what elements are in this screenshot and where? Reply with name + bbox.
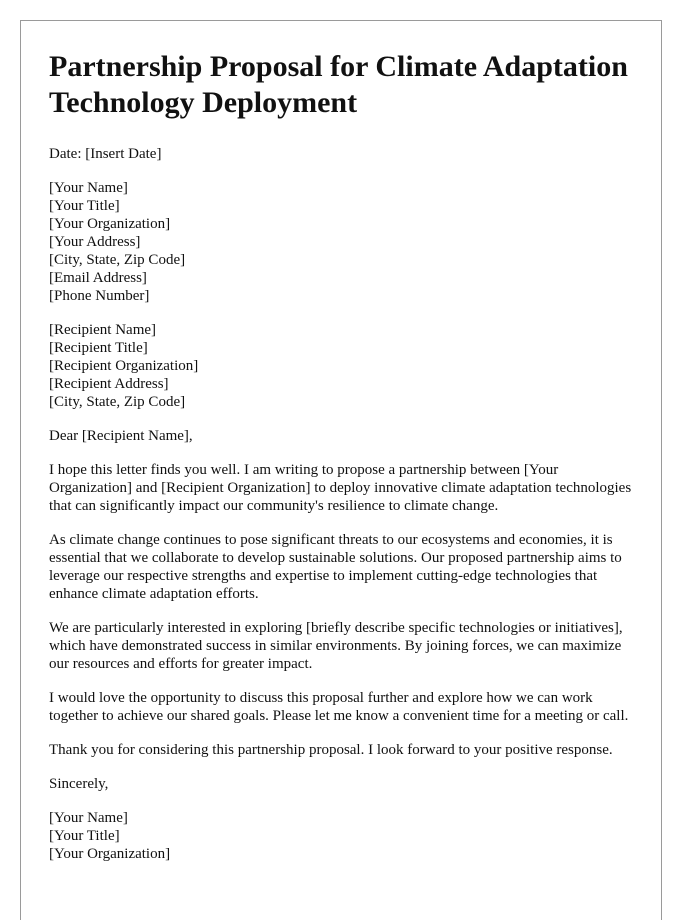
signature-organization: [Your Organization] [49, 846, 171, 862]
body-paragraph-1: I hope this letter finds you well. I am writing to propose a partnership between [Your Organization] and [Recipient Organization] to deploy innovative climate adaptation technologies that can significantly impact our community's resilience to climate change. [49, 462, 632, 514]
letter-date: Date: [Insert Date] [49, 146, 162, 162]
closing: Sincerely, [49, 776, 109, 792]
sender-address: [Your Address] [49, 234, 141, 250]
signature-title: [Your Title] [49, 828, 120, 844]
sender-phone: [Phone Number] [49, 288, 150, 304]
letter-page [20, 20, 662, 920]
recipient-title: [Recipient Title] [49, 340, 148, 356]
letter-title: Partnership Proposal for Climate Adaptation Technology Deployment [49, 50, 628, 119]
letter-content [49, 49, 639, 879]
sender-address-block [49, 179, 639, 305]
sender-title: [Your Title] [49, 198, 120, 214]
sender-email: [Email Address] [49, 270, 147, 286]
sender-organization: [Your Organization] [49, 216, 171, 232]
recipient-address: [Recipient Address] [49, 376, 169, 392]
signature-name: [Your Name] [49, 810, 128, 826]
recipient-organization: [Recipient Organization] [49, 358, 199, 374]
recipient-address-block [49, 321, 639, 411]
signature-block [49, 809, 639, 863]
sender-name: [Your Name] [49, 180, 128, 196]
recipient-name: [Recipient Name] [49, 322, 157, 338]
sender-city-state-zip: [City, State, Zip Code] [49, 252, 186, 268]
body-paragraph-3: We are particularly interested in exploring [briefly describe specific technologies or initiatives], which have demonstrated success in similar environments. By joining forces, we can maximize our resources and efforts for greater impact. [49, 620, 623, 672]
recipient-city-state-zip: [City, State, Zip Code] [49, 394, 186, 410]
body-paragraph-5: Thank you for considering this partnership proposal. I look forward to your positive response. [49, 742, 613, 758]
body-paragraph-2: As climate change continues to pose significant threats to our ecosystems and economies, it is essential that we collaborate to develop sustainable solutions. Our proposed partnership aims to leverage our respective strengths and expertise to implement cutting-edge technologies that enhance climate adaptation efforts. [49, 532, 622, 602]
salutation: Dear [Recipient Name], [49, 428, 193, 444]
body-paragraph-4: I would love the opportunity to discuss this proposal further and explore how we can work together to achieve our shared goals. Please let me know a convenient time for a meeting or call. [49, 690, 629, 724]
